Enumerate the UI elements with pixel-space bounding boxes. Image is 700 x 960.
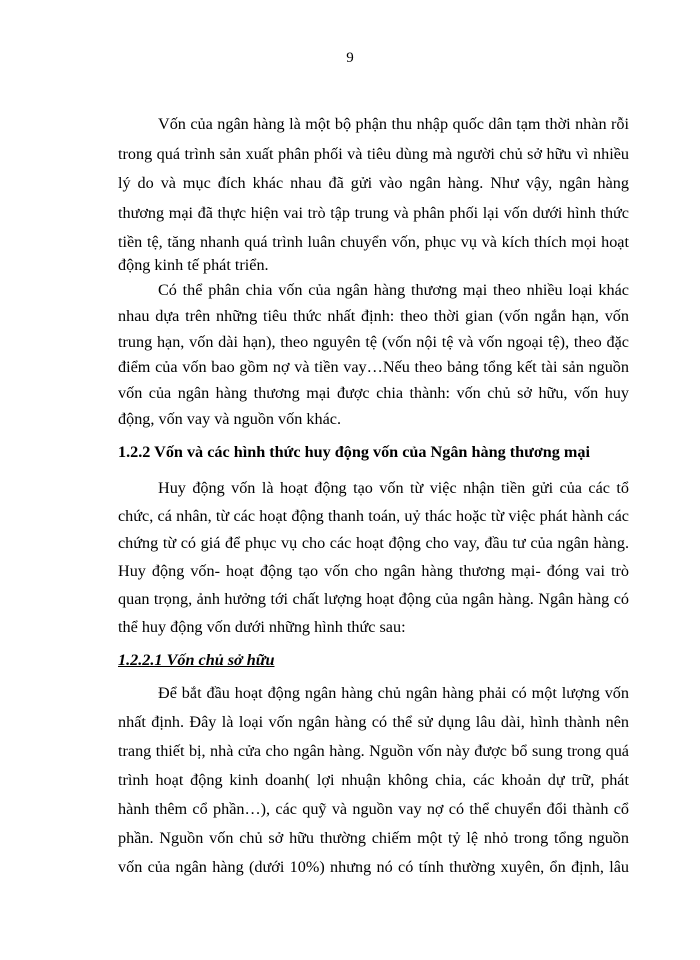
subsection-heading: 1.2.2.1 Vốn chủ sở hữu — [118, 651, 275, 669]
text-line: nhất định. Đây là loại vốn ngân hàng có thể sử dụng lâu dài, hình thành nên — [118, 713, 629, 731]
text-line: chứng từ có giá để phục vụ cho các hoạt động cho vay, đầu tư của ngân hàng. — [118, 534, 629, 552]
text-line: trang thiết bị, nhà cửa cho ngân hàng. Nguồn vốn này được bổ sung trong quá — [118, 742, 629, 760]
text-line: trung hạn, vốn dài hạn), theo nguyên tệ (vốn nội tệ và vốn ngoại tệ), theo đặc — [118, 333, 629, 351]
text-line: điểm của vốn bao gồm nợ và tiền vay…Nếu theo bảng tổng kết tài sản nguồn — [118, 358, 629, 376]
text-line: Có thể phân chia vốn của ngân hàng thương mại theo nhiều loại khác — [158, 281, 629, 299]
text-line: động, vốn vay và nguồn vốn khác. — [118, 410, 341, 428]
text-line: Vốn của ngân hàng là một bộ phận thu nhập quốc dân tạm thời nhàn rỗi — [158, 115, 629, 133]
text-line: Huy động vốn là hoạt động tạo vốn từ việc nhận tiền gửi của các tổ — [158, 479, 629, 497]
text-line: vốn của ngân hàng (dưới 10%) nhưng nó có tính thường xuyên, ổn định, lâu — [118, 858, 629, 876]
text-line: tiền tệ, tăng nhanh quá trình luân chuyển vốn, phục vụ và kích thích mọi hoạt — [118, 233, 629, 251]
section-heading: 1.2.2 Vốn và các hình thức huy động vốn của Ngân hàng thương mại — [118, 443, 591, 461]
text-line: hành thêm cổ phần…), các quỹ và nguồn vay nợ có thể chuyển đổi thành cổ — [118, 800, 629, 818]
text-line: trong quá trình sản xuất phân phối và tiêu dùng mà người chủ sở hữu vì nhiều — [118, 145, 629, 163]
page-number: 9 — [346, 50, 354, 66]
text-line: động kinh tế phát triển. — [118, 256, 269, 274]
text-line: phần. Nguồn vốn chủ sở hữu thường chiếm một tỷ lệ nhỏ trong tổng nguồn — [118, 829, 629, 847]
text-line: thương mại đã thực hiện vai trò tập trung và phân phối lại vốn dưới hình thức — [118, 204, 629, 222]
text-line: vốn của ngân hàng thương mại được chia thành: vốn chủ sở hữu, vốn huy — [118, 384, 629, 402]
text-line: thể huy động vốn dưới những hình thức sau: — [118, 618, 406, 636]
text-line: Để bắt đầu hoạt động ngân hàng chủ ngân hàng phải có một lượng vốn — [158, 684, 629, 702]
text-line: quan trọng, ảnh hưởng tới chất lượng hoạt động của ngân hàng. Ngân hàng có — [118, 590, 629, 608]
text-line: nhau dựa trên những tiêu thức nhất định: theo thời gian (vốn ngắn hạn, vốn — [118, 307, 629, 325]
text-line: lý do và mục đích khác nhau đã gửi vào ngân hàng. Như vậy, ngân hàng — [118, 174, 629, 192]
text-line: trình hoạt động kinh doanh( lợi nhuận không chia, các khoản dự trữ, phát — [118, 771, 629, 789]
text-line: Huy động vốn- hoạt động tạo vốn cho ngân hàng thương mại- đóng vai trò — [118, 562, 629, 580]
text-line: chức, cá nhân, từ các hoạt động thanh toán, uỷ thác hoặc từ việc phát hành các — [118, 507, 629, 525]
